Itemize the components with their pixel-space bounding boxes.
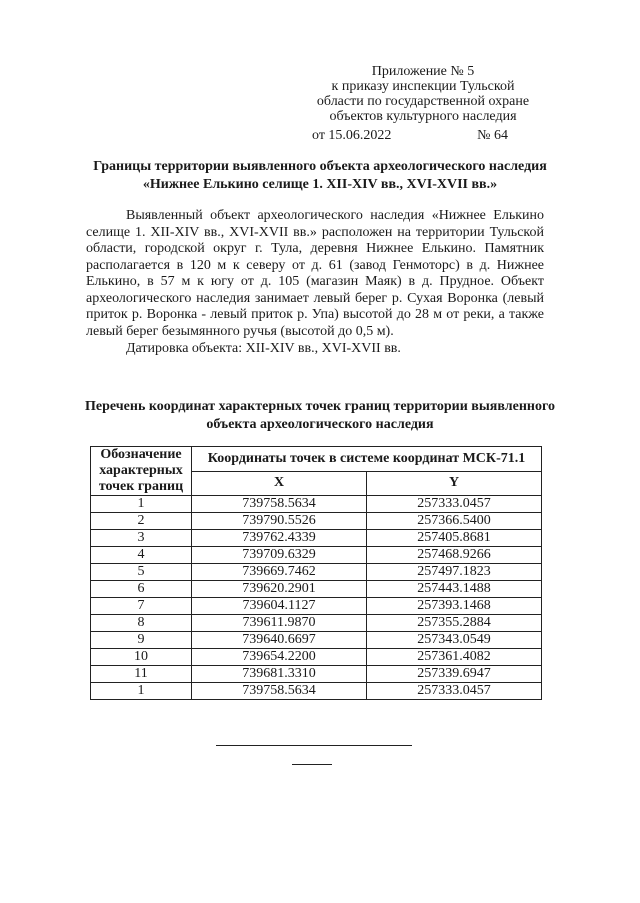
annex-number: № 64: [477, 128, 508, 143]
table-cell-y: 257339.6947: [367, 666, 542, 683]
table-cell-x: 739790.5526: [192, 513, 367, 530]
table-row: [91, 615, 542, 632]
annex-date-line: [298, 128, 548, 143]
table-row: [91, 547, 542, 564]
table-cell-x: 739762.4339: [192, 530, 367, 547]
table-cell-y: 257333.0457: [367, 683, 542, 700]
header-y: Y: [367, 471, 542, 496]
coordinates-table-body: [91, 496, 542, 700]
table-cell-point: 5: [91, 564, 192, 581]
table-cell-point: 1: [91, 496, 192, 513]
coordinates-table: [90, 446, 542, 700]
table-cell-x: 739681.3310: [192, 666, 367, 683]
table-row: [91, 564, 542, 581]
separator-line-long: [216, 745, 412, 746]
dating-paragraph: Датировка объекта: XII-XIV вв., XVI-XVII вв.: [126, 341, 401, 356]
annex-line-3: области по государственной охране: [316, 94, 530, 109]
coordinates-list-title: Перечень координат характерных точек границ территории выявленного объекта археологического наследия: [85, 399, 555, 432]
table-cell-point: 1: [91, 683, 192, 700]
table-row: [91, 581, 542, 598]
table-cell-y: 257443.1488: [367, 581, 542, 598]
header-point: Обозначение характерных точек границ: [91, 447, 192, 496]
table-cell-y: 257355.2884: [367, 615, 542, 632]
table-cell-x: 739758.5634: [192, 683, 367, 700]
table-cell-y: 257361.4082: [367, 649, 542, 666]
table-cell-point: 3: [91, 530, 192, 547]
separator-line-short: [292, 764, 332, 765]
table-cell-point: 6: [91, 581, 192, 598]
table-row: [91, 632, 542, 649]
table-cell-point: 11: [91, 666, 192, 683]
table-cell-point: 9: [91, 632, 192, 649]
table-row: [91, 649, 542, 666]
table-row: [91, 683, 542, 700]
table-cell-point: 10: [91, 649, 192, 666]
table-cell-y: 257343.0549: [367, 632, 542, 649]
header-x: X: [192, 471, 367, 496]
table-cell-point: 8: [91, 615, 192, 632]
annex-line-4: объектов культурного наследия: [329, 109, 517, 124]
table-cell-y: 257405.8681: [367, 530, 542, 547]
header-coordinates: Координаты точек в системе координат МСК-71.1: [192, 447, 542, 472]
table-row: [91, 513, 542, 530]
annex-block: [298, 64, 548, 143]
annex-date: от 15.06.2022: [312, 128, 392, 143]
annex-line-2: к приказу инспекции Тульской: [331, 79, 515, 94]
table-row: [91, 666, 542, 683]
table-cell-point: 4: [91, 547, 192, 564]
table-row: [91, 530, 542, 547]
table-cell-point: 7: [91, 598, 192, 615]
description-paragraph: Выявленный объект археологического наследия «Нижнее Елькино селище 1. XII-XIV вв., XVI-XVII вв.» расположен на территории Тульской области, городской округ г. Тула, деревня Нижнее Елькино. Памятник располагается в 120 м к северу от д. 61 (завод Генмоторс) в д. Нижнее Елькино, в 57 м к югу от д. 105 (магазин Маяк) в д. Прудное. Объект археологического наследия занимает левый берег р. Сухая Воронка (левый приток р. Воронка - левый приток р. Упа) высотой до 28 м от реки, а также левый берег безымянного ручья (высотой до 0,5 м).: [86, 208, 544, 339]
table-cell-x: 739669.7462: [192, 564, 367, 581]
table-cell-y: 257393.1468: [367, 598, 542, 615]
table-cell-x: 739758.5634: [192, 496, 367, 513]
table-cell-x: 739654.2200: [192, 649, 367, 666]
table-cell-y: 257366.5400: [367, 513, 542, 530]
table-cell-x: 739620.2901: [192, 581, 367, 598]
table-cell-y: 257497.1823: [367, 564, 542, 581]
table-cell-x: 739709.6329: [192, 547, 367, 564]
table-cell-x: 739611.9870: [192, 615, 367, 632]
table-cell-y: 257333.0457: [367, 496, 542, 513]
table-row: [91, 496, 542, 513]
table-cell-point: 2: [91, 513, 192, 530]
annex-line-1: Приложение № 5: [371, 64, 475, 79]
body-text: [86, 208, 544, 358]
document-title: Границы территории выявленного объекта археологического наследия «Нижнее Елькино селище 1. XII-XIV вв., XVI-XVII вв.»: [93, 159, 547, 192]
table-cell-x: 739640.6697: [192, 632, 367, 649]
table-cell-x: 739604.1127: [192, 598, 367, 615]
table-cell-y: 257468.9266: [367, 547, 542, 564]
table-row: [91, 598, 542, 615]
